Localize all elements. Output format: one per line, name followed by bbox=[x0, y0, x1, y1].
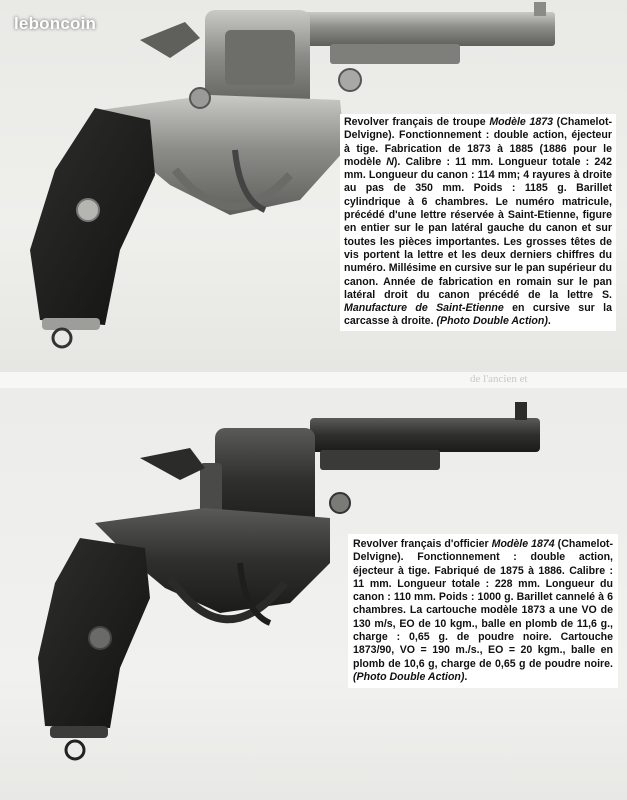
photo-credit: (Photo Double Action) bbox=[436, 315, 548, 328]
caption-model-n: N bbox=[386, 155, 394, 168]
caption-lead: Revolver français d'officier bbox=[353, 538, 492, 550]
caption-body: (Chamelot-Delvigne). Fonctionnement : double action, éjecteur à tige. Fabriqué de 1875 à 1886. Calibre : 11 mm. Longueur totale : 228 mm. Longueur du canon : 110 mm. Poids : 1000 g. Barillet cannelé à 6 chambres. La cartouche modèle 1873 a une VO de 130 m/s, EO de 10 kgm., balle en plomb de 11,6 g., charge : 0,65 g. de poudre noire. Cartouche 1873/90, VO = 190 m./s., EO = 20 kgm., balle en plomb de 10,6 g, charge de 0,65 g de poudre noire. bbox=[353, 538, 613, 670]
photo-panel-revolver-1873 bbox=[0, 0, 627, 372]
page-gap-strip bbox=[0, 372, 627, 388]
caption-manufacture: Manufacture de Saint-Etienne bbox=[344, 302, 504, 315]
photo-panel-revolver-1874 bbox=[0, 388, 627, 800]
caption-model: Modèle 1874 bbox=[491, 538, 555, 550]
caption-body: (Chamelot-Delvigne). Fonctionnement : double action, éjecteur à tige. Fabrication de 1873 à 1885 (1886 pour le modèle bbox=[344, 116, 613, 168]
caption-end: . bbox=[547, 315, 551, 328]
caption-text bbox=[353, 538, 613, 684]
caption-body: ). Calibre : 11 mm. Longueur totale : 242 mm. Longueur du canon : 114 mm; 4 rayures à droite au pas de 350 mm. Poids : 1185 g. Barillet cylindrique à 6 chambres. Le numéro matricule, précédé d'une lettre réservée à Saint-Etienne, figure en entier sur le pan latéral gauche du canon et sur toutes les pièces importantes. Les grosses têtes de vis portent la lettre et les deux derniers chiffres du numéro. Millésime en cursive sur le pan supérieur du canon. Année de fabrication en romain sur le pan latéral droit du canon précédé de la lettre S. bbox=[344, 155, 612, 301]
caption-text bbox=[344, 116, 612, 329]
photo-credit: (Photo Double Action) bbox=[353, 670, 465, 683]
caption-revolver-1873 bbox=[340, 114, 616, 331]
caption-end: . bbox=[464, 670, 468, 683]
leboncoin-logo: leboncoin bbox=[14, 14, 97, 33]
caption-model: Modèle 1873 bbox=[489, 116, 554, 128]
caption-body: en cursive sur la carcasse à droite. bbox=[344, 302, 612, 328]
caption-revolver-1874 bbox=[348, 534, 618, 688]
faint-bleed-text: de l'ancien et bbox=[470, 373, 528, 385]
caption-lead: Revolver français de troupe bbox=[344, 116, 490, 128]
